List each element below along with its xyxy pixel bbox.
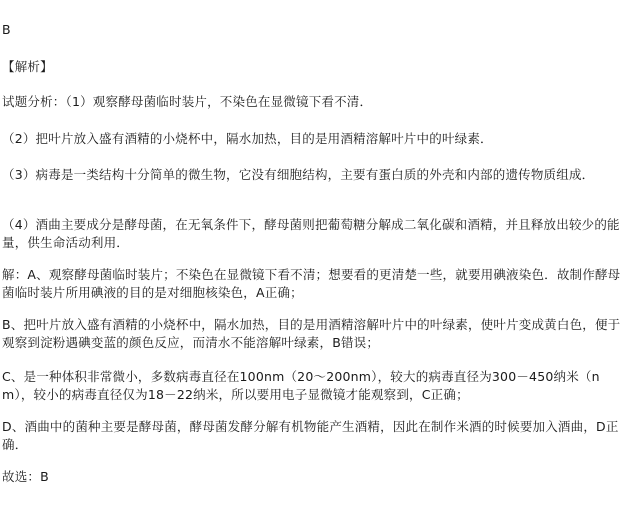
final-answer: 故选：B — [2, 469, 49, 484]
analysis-point-3: （3）病毒是一类结构十分简单的微生物，它没有细胞结构，主要有蛋白质的外壳和内部的遗传物质组成． — [2, 167, 595, 182]
solution-option-b: B、把叶片放入盛有酒精的小烧杯中，隔水加热，目的是用酒精溶解叶片中的叶绿素，使叶片变成黄白色，便于观察到淀粉遇碘变蓝的颜色反应，而清水不能溶解叶绿素，B错误； — [2, 317, 621, 350]
analysis-point-4: （4）酒曲主要成分是酵母菌，在无氧条件下，酵母菌则把葡萄糖分解成二氧化碳和酒精，并且释放出较少的能量，供生命活动利用． — [2, 217, 620, 250]
analysis-intro: 试题分析：（1）观察酵母菌临时装片，不染色在显微镜下看不清． — [2, 94, 373, 109]
solution-option-d: D、酒曲中的菌种主要是酵母菌，酵母菌发酵分解有机物能产生酒精，因此在制作米酒的时候要加入酒曲，D正确． — [2, 419, 619, 452]
answer-label: B — [2, 22, 11, 37]
solution-option-c: C、是一种体积非常微小，多数病毒直径在100nm（20～200nm），较大的病毒直径为300－450纳米（nm），较小的病毒直径仅为18－22纳米，所以要用电子显微镜才能观察到，C正确； — [2, 369, 600, 402]
solution-option-a: 解：A、观察酵母菌临时装片；不染色在显微镜下看不清；想要看的更清楚一些，就要用碘液染色．故制作酵母菌临时装片所用碘液的目的是对细胞核染色，A正确； — [2, 267, 621, 300]
analysis-point-2: （2）把叶片放入盛有酒精的小烧杯中，隔水加热，目的是用酒精溶解叶片中的叶绿素． — [2, 131, 493, 146]
analysis-heading: 【解析】 — [2, 59, 53, 74]
